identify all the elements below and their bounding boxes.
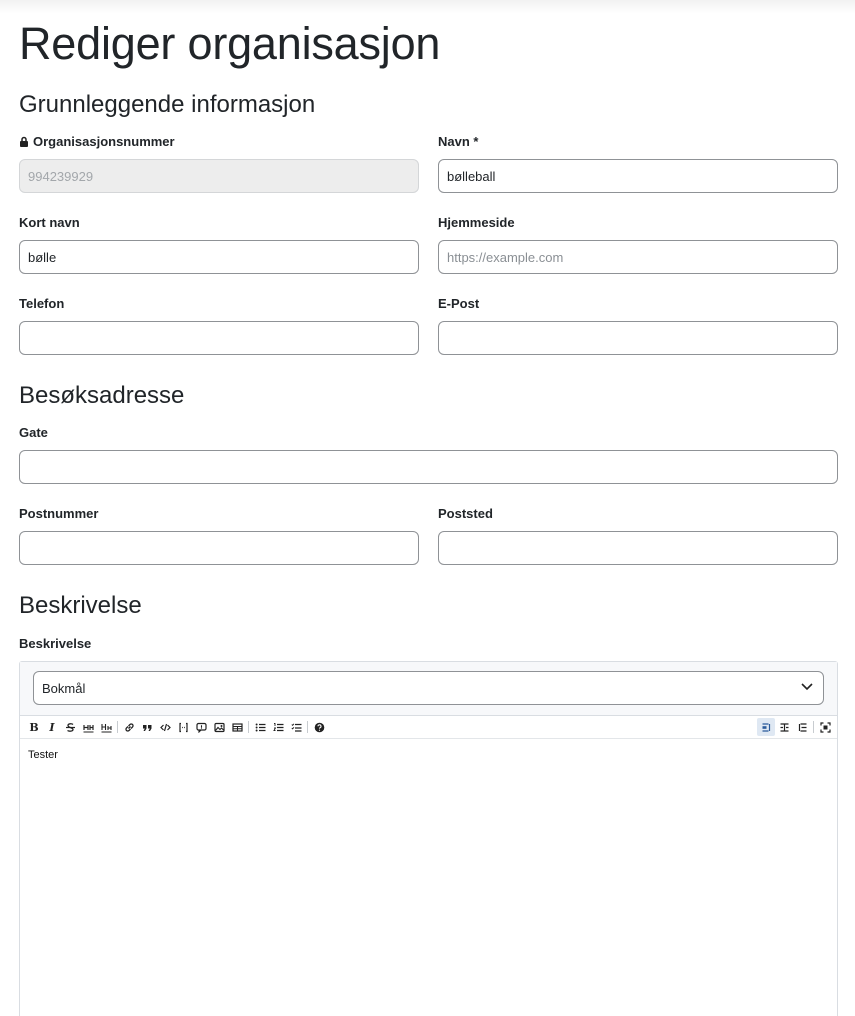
orgnr-label: [19, 134, 175, 149]
city-field[interactable]: [438, 531, 838, 565]
checklist-icon[interactable]: [287, 718, 305, 736]
email-field[interactable]: [438, 321, 838, 355]
toolbar-separator: [813, 721, 814, 733]
section-address-title: Besøksadresse: [19, 382, 185, 409]
editor-mode-buttons: [757, 718, 834, 736]
short-name-field[interactable]: [19, 240, 419, 274]
section-description-title: Beskrivelse: [19, 592, 142, 619]
bold-icon[interactable]: B: [29, 720, 39, 734]
phone-field[interactable]: [19, 321, 419, 355]
code-icon[interactable]: [156, 718, 174, 736]
postal-code-field[interactable]: [19, 531, 419, 565]
toolbar-separator: [117, 721, 118, 733]
editor-content[interactable]: Tester: [28, 749, 58, 761]
top-bar: [0, 0, 855, 14]
edit-mode-icon[interactable]: [757, 718, 775, 736]
orgnr-label-text: Organisasjonsnummer: [33, 134, 175, 149]
split-mode-icon[interactable]: [775, 718, 793, 736]
comment-icon[interactable]: [192, 718, 210, 736]
chevron-down-icon: [801, 683, 813, 691]
italic-icon[interactable]: I: [49, 720, 55, 734]
heading-smaller-icon[interactable]: [97, 718, 115, 736]
table-icon[interactable]: [228, 718, 246, 736]
postal-code-label: Postnummer: [19, 506, 99, 521]
page-title: Rediger organisasjon: [19, 18, 441, 69]
strikethrough-icon[interactable]: [61, 718, 79, 736]
city-label: Poststed: [438, 506, 493, 521]
help-icon[interactable]: [310, 718, 328, 736]
ordered-list-icon[interactable]: [269, 718, 287, 736]
email-label: E-Post: [438, 296, 480, 311]
code-block-icon[interactable]: [174, 718, 192, 736]
orgnr-field[interactable]: [19, 159, 419, 193]
markdown-editor: [19, 661, 838, 1016]
fullscreen-icon[interactable]: [816, 718, 834, 736]
street-field[interactable]: [19, 450, 838, 484]
phone-label: Telefon: [19, 296, 65, 311]
name-label: Navn *: [438, 134, 479, 149]
heading-icon[interactable]: [79, 718, 97, 736]
editor-toolbar: [20, 716, 837, 739]
link-icon[interactable]: [120, 718, 138, 736]
unordered-list-icon[interactable]: [251, 718, 269, 736]
toolbar-separator: [307, 721, 308, 733]
lock-icon: [19, 136, 29, 147]
homepage-label: Hjemmeside: [438, 215, 515, 230]
image-icon[interactable]: [210, 718, 228, 736]
street-label: Gate: [19, 425, 48, 440]
language-bar: [20, 662, 837, 716]
homepage-field[interactable]: [438, 240, 838, 274]
toolbar-separator: [248, 721, 249, 733]
section-basic-title: Grunnleggende informasjon: [19, 91, 316, 118]
quote-icon[interactable]: [138, 718, 156, 736]
language-select-value: Bokmål: [42, 680, 86, 696]
language-select[interactable]: [33, 671, 824, 705]
short-name-label: Kort navn: [19, 215, 80, 230]
description-label: Beskrivelse: [19, 636, 92, 651]
preview-mode-icon[interactable]: [793, 718, 811, 736]
name-field[interactable]: [438, 159, 838, 193]
